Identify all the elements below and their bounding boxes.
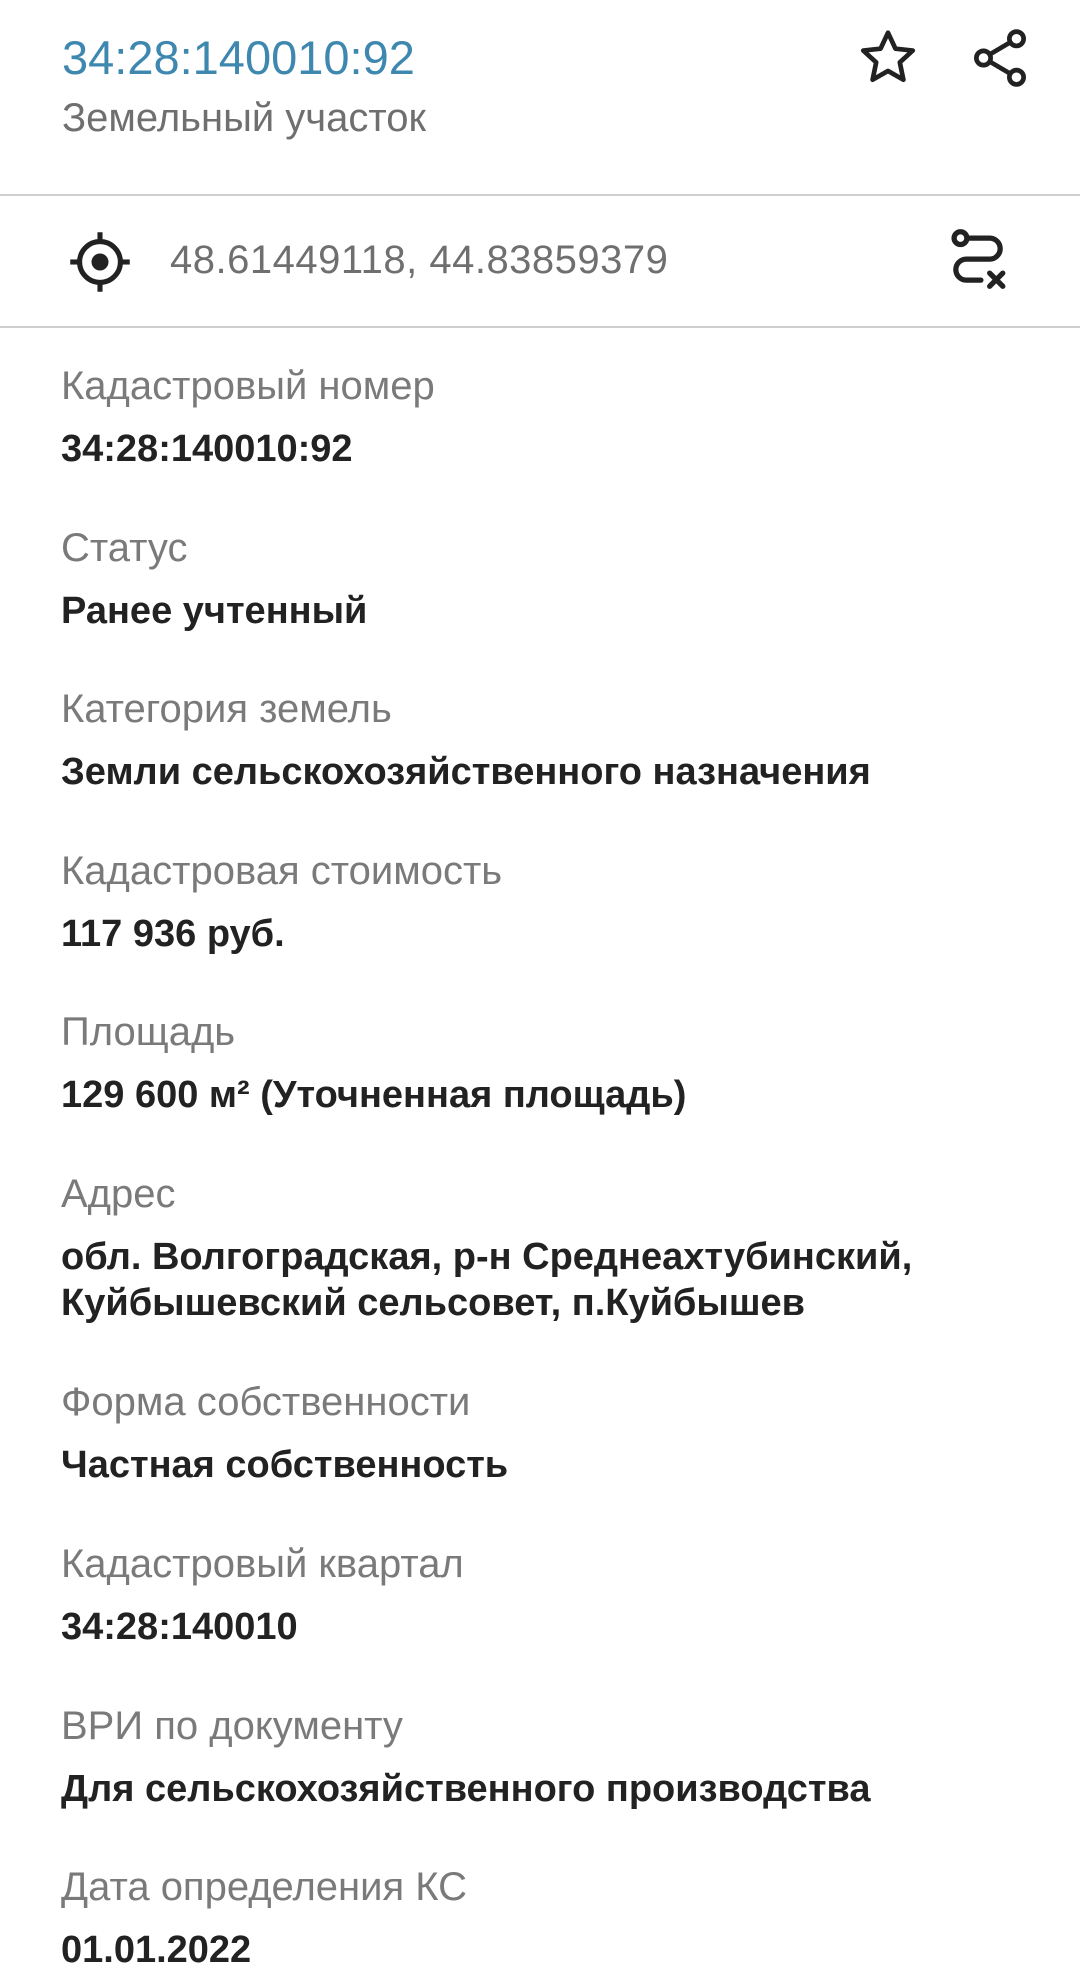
property-cadastral-value [61, 847, 1041, 957]
page-subtitle: Земельный участок [62, 96, 427, 140]
property-value: Для сельскохозяйственного производства [61, 1768, 871, 1810]
property-value: 34:28:140010:92 [61, 428, 353, 470]
coordinates-bar [0, 196, 1080, 328]
favorite-button[interactable] [848, 18, 928, 98]
header [0, 0, 1080, 196]
property-value: Ранее учтенный [61, 590, 368, 632]
property-valuation-date [61, 1863, 1041, 1973]
property-value: 129 600 м² (Уточненная площадь) [61, 1074, 687, 1116]
property-label: Кадастровый номер [61, 364, 435, 408]
property-address [61, 1170, 1041, 1326]
share-icon [967, 25, 1033, 91]
property-label: Статус [61, 526, 188, 570]
property-value: обл. Волгоградская, р-н Среднеахтубинский, Куйбышевский сельсовет, п.Куйбышев [61, 1236, 913, 1324]
property-label: Кадастровая стоимость [61, 849, 503, 893]
property-permitted-use [61, 1702, 1041, 1812]
property-land-category [61, 685, 1041, 795]
property-label: Кадастровый квартал [61, 1542, 464, 1586]
property-value: 34:28:140010 [61, 1606, 298, 1648]
property-cadastral-number [61, 362, 1041, 472]
share-button[interactable] [960, 18, 1040, 98]
property-area [61, 1008, 1041, 1118]
property-label: Категория земель [61, 687, 392, 731]
page-title: 34:28:140010:92 [62, 31, 415, 84]
property-value: Земли сельскохозяйственного назначения [61, 751, 871, 793]
property-label: ВРИ по документу [61, 1704, 403, 1748]
star-outline-icon [855, 25, 921, 91]
property-label: Площадь [61, 1010, 236, 1054]
property-status [61, 524, 1041, 634]
property-label: Адрес [61, 1172, 176, 1216]
property-value: Частная собственность [61, 1444, 509, 1486]
property-value: 01.01.2022 [61, 1929, 252, 1971]
property-cadastral-block [61, 1540, 1041, 1650]
property-label: Дата определения КС [61, 1865, 467, 1909]
locate-button[interactable] [60, 222, 140, 302]
route-button[interactable] [938, 220, 1018, 300]
property-ownership [61, 1378, 1041, 1488]
property-value: 117 936 руб. [61, 913, 285, 955]
coordinates-text[interactable]: 48.61449118, 44.83859379 [170, 238, 669, 282]
crosshair-icon [66, 228, 134, 296]
route-cancel-icon [943, 225, 1013, 295]
property-label: Форма собственности [61, 1380, 471, 1424]
